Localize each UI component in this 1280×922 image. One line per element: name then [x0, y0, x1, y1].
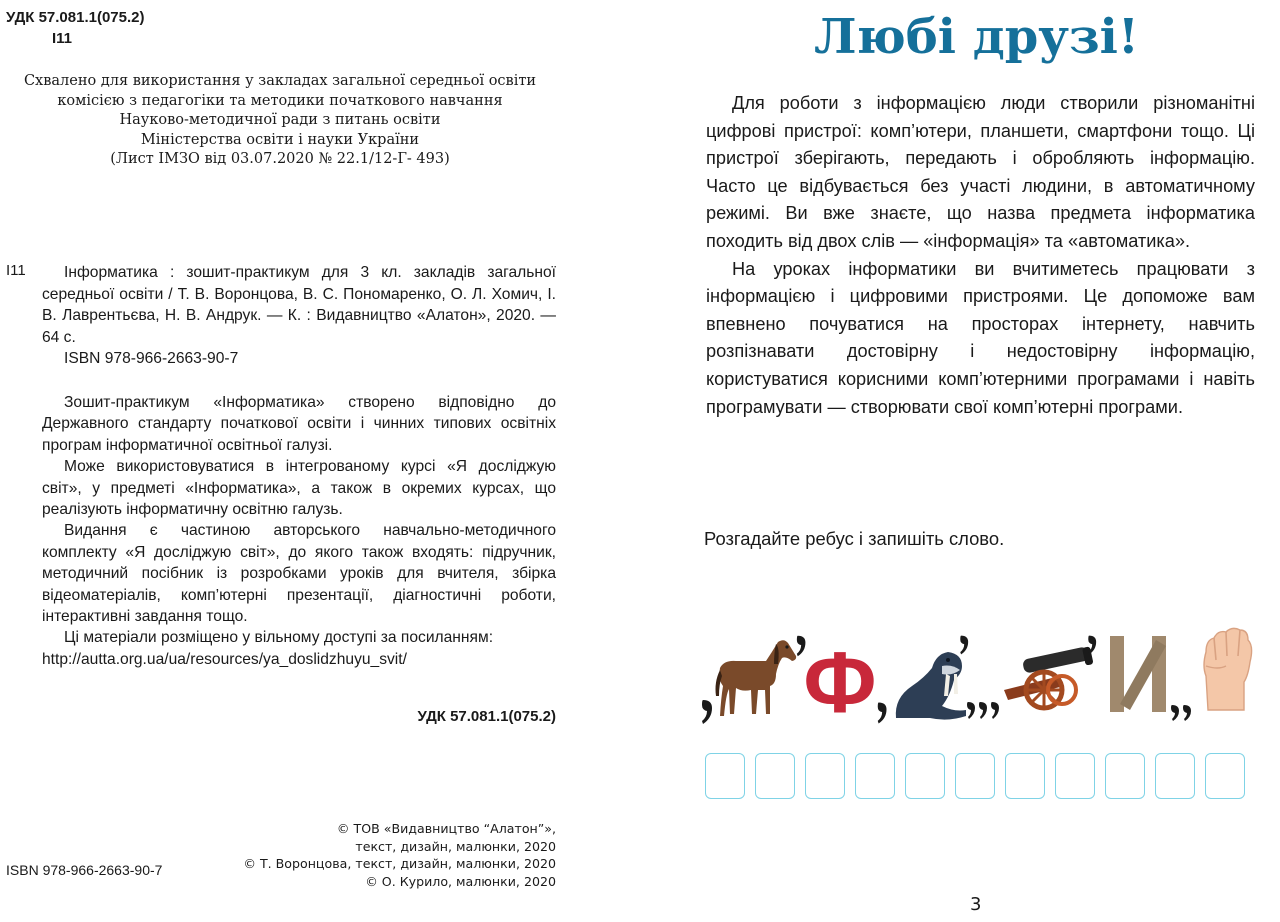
page-number: 3 — [970, 894, 982, 915]
intro-paragraph: Для роботи з інформацією люди створили різноманітні цифрові пристрої: комп’ютери, планшети, смартфони тощо. Ці пристрої зберігають, передають і обробляють інформацію. Часто це відбувається без участі людини, в автоматичному режимі. Ви вже знаєте, що назва предмета інформатика походить від двох слів — «інформація» та «автоматика». — [706, 93, 1255, 251]
page-title: Любі друзі! — [814, 9, 1139, 65]
copyright-line: © Т. Воронцова, текст, дизайн, малюнки, 2020 — [243, 856, 556, 872]
answer-box[interactable] — [905, 753, 945, 799]
intro-text — [706, 90, 1255, 421]
description-paragraph: Видання є частиною авторського навчально-методичного комплекту «Я досліджую світ», до якого також входять: підручник, методичний посібник із розробками уроків для вчителя, збірка відеоматеріалів, комп’ютерні презентації, діагностичні роботи, інтерактивні завдання тощо. — [42, 522, 556, 626]
udk-code-bottom: УДК 57.081.1(075.2) — [417, 708, 556, 725]
answer-box[interactable] — [1205, 753, 1245, 799]
copyright-block — [243, 820, 556, 890]
answer-box[interactable] — [855, 753, 895, 799]
letter-f — [803, 635, 877, 731]
copyright-line: © ТОВ «Видавництво “Алатон”», — [336, 821, 556, 836]
book-description — [42, 392, 556, 670]
rebus-letter: И — [1137, 692, 1139, 693]
intro-paragraph: На уроках інформатики ви вчитиметесь працювати з інформацією і цифровими пристроями. Це допоможе вам впевнено почуватися на просторах інтернету, навчить розпізнавати достовірну і недостовірну інформацію, користуватися корисними комп’ютерними програмами і навіть програмувати — створювати свої комп’ютерні програми. — [706, 258, 1255, 417]
answer-box[interactable] — [1055, 753, 1095, 799]
approval-line: Міністерства освіти і науки України — [140, 131, 420, 148]
answer-box[interactable] — [805, 753, 845, 799]
comma-mark — [1086, 634, 1100, 656]
isbn-bottom: ISBN 978-966-2663-90-7 — [6, 862, 163, 878]
description-paragraph: Може використовуватися в інтегрованому курсі «Я досліджую світ», у предметі «Інформатика», а також в окремих курсах, що реалізують інформатичну освітню галузь. — [42, 458, 556, 519]
answer-box[interactable] — [705, 753, 745, 799]
bibliographic-record: Інформатика : зошит-практикум для 3 кл. закладів загальної середньої освіти / Т. В. Воронцова, В. С. Пономаренко, О. Л. Хомич, І. В. Лаврентьєва, Н. В. Андрук. — К. : Видавництво «Алатон», 2020. — 64 с. — [42, 264, 556, 346]
horse-icon — [714, 634, 798, 720]
approval-line: комісією з педагогіки та методики початкового навчання — [57, 92, 503, 109]
fist-icon — [1196, 626, 1256, 712]
answer-boxes — [705, 753, 1245, 799]
answer-box[interactable] — [1155, 753, 1195, 799]
approval-block — [0, 72, 560, 170]
udk-code-top: УДК 57.081.1(075.2) — [6, 9, 145, 26]
comma-mark — [876, 700, 890, 726]
answer-box[interactable] — [955, 753, 995, 799]
answer-box[interactable] — [755, 753, 795, 799]
index-code-mark: І11 — [6, 262, 26, 279]
triple-comma-mark — [966, 700, 1002, 720]
answer-box[interactable] — [1105, 753, 1145, 799]
rebus-picture — [700, 620, 1256, 730]
approval-line: Науково-методичної ради з питань освіти — [119, 112, 441, 129]
copyright-line: текст, дизайн, малюнки, 2020 — [355, 838, 556, 854]
answer-box[interactable] — [1005, 753, 1045, 799]
approval-line: (Лист ІМЗО від 03.07.2020 № 22.1/12-Г- 493) — [110, 151, 450, 168]
resource-link[interactable]: http://autta.org.ua/ua/resources/ya_doslidzhuyu_svit/ — [42, 650, 407, 668]
index-code-top: І11 — [52, 30, 73, 47]
cannon-icon — [998, 646, 1094, 712]
double-comma-mark — [1170, 704, 1194, 722]
copyright-line: © О. Курило, малюнки, 2020 — [365, 873, 556, 889]
description-paragraph: Зошит-практикум «Інформатика» створено відповідно до Державного стандарту початкової освіти і чинних типових освітніх програм інформатичної освітньої галузі. — [42, 394, 556, 454]
isbn-line: ISBN 978-966-2663-90-7 — [64, 350, 239, 367]
description-paragraph: Ці матеріали розміщено у вільному доступі за посиланням: — [64, 629, 494, 647]
rebus-letter: Ф — [803, 635, 877, 731]
rebus-task: Розгадайте ребус і запишіть слово. — [704, 528, 1005, 549]
comma-mark — [958, 634, 972, 656]
letter-i — [1106, 634, 1170, 714]
approval-line: Схвалено для використання у закладах загальної середньої освіти — [23, 73, 537, 89]
